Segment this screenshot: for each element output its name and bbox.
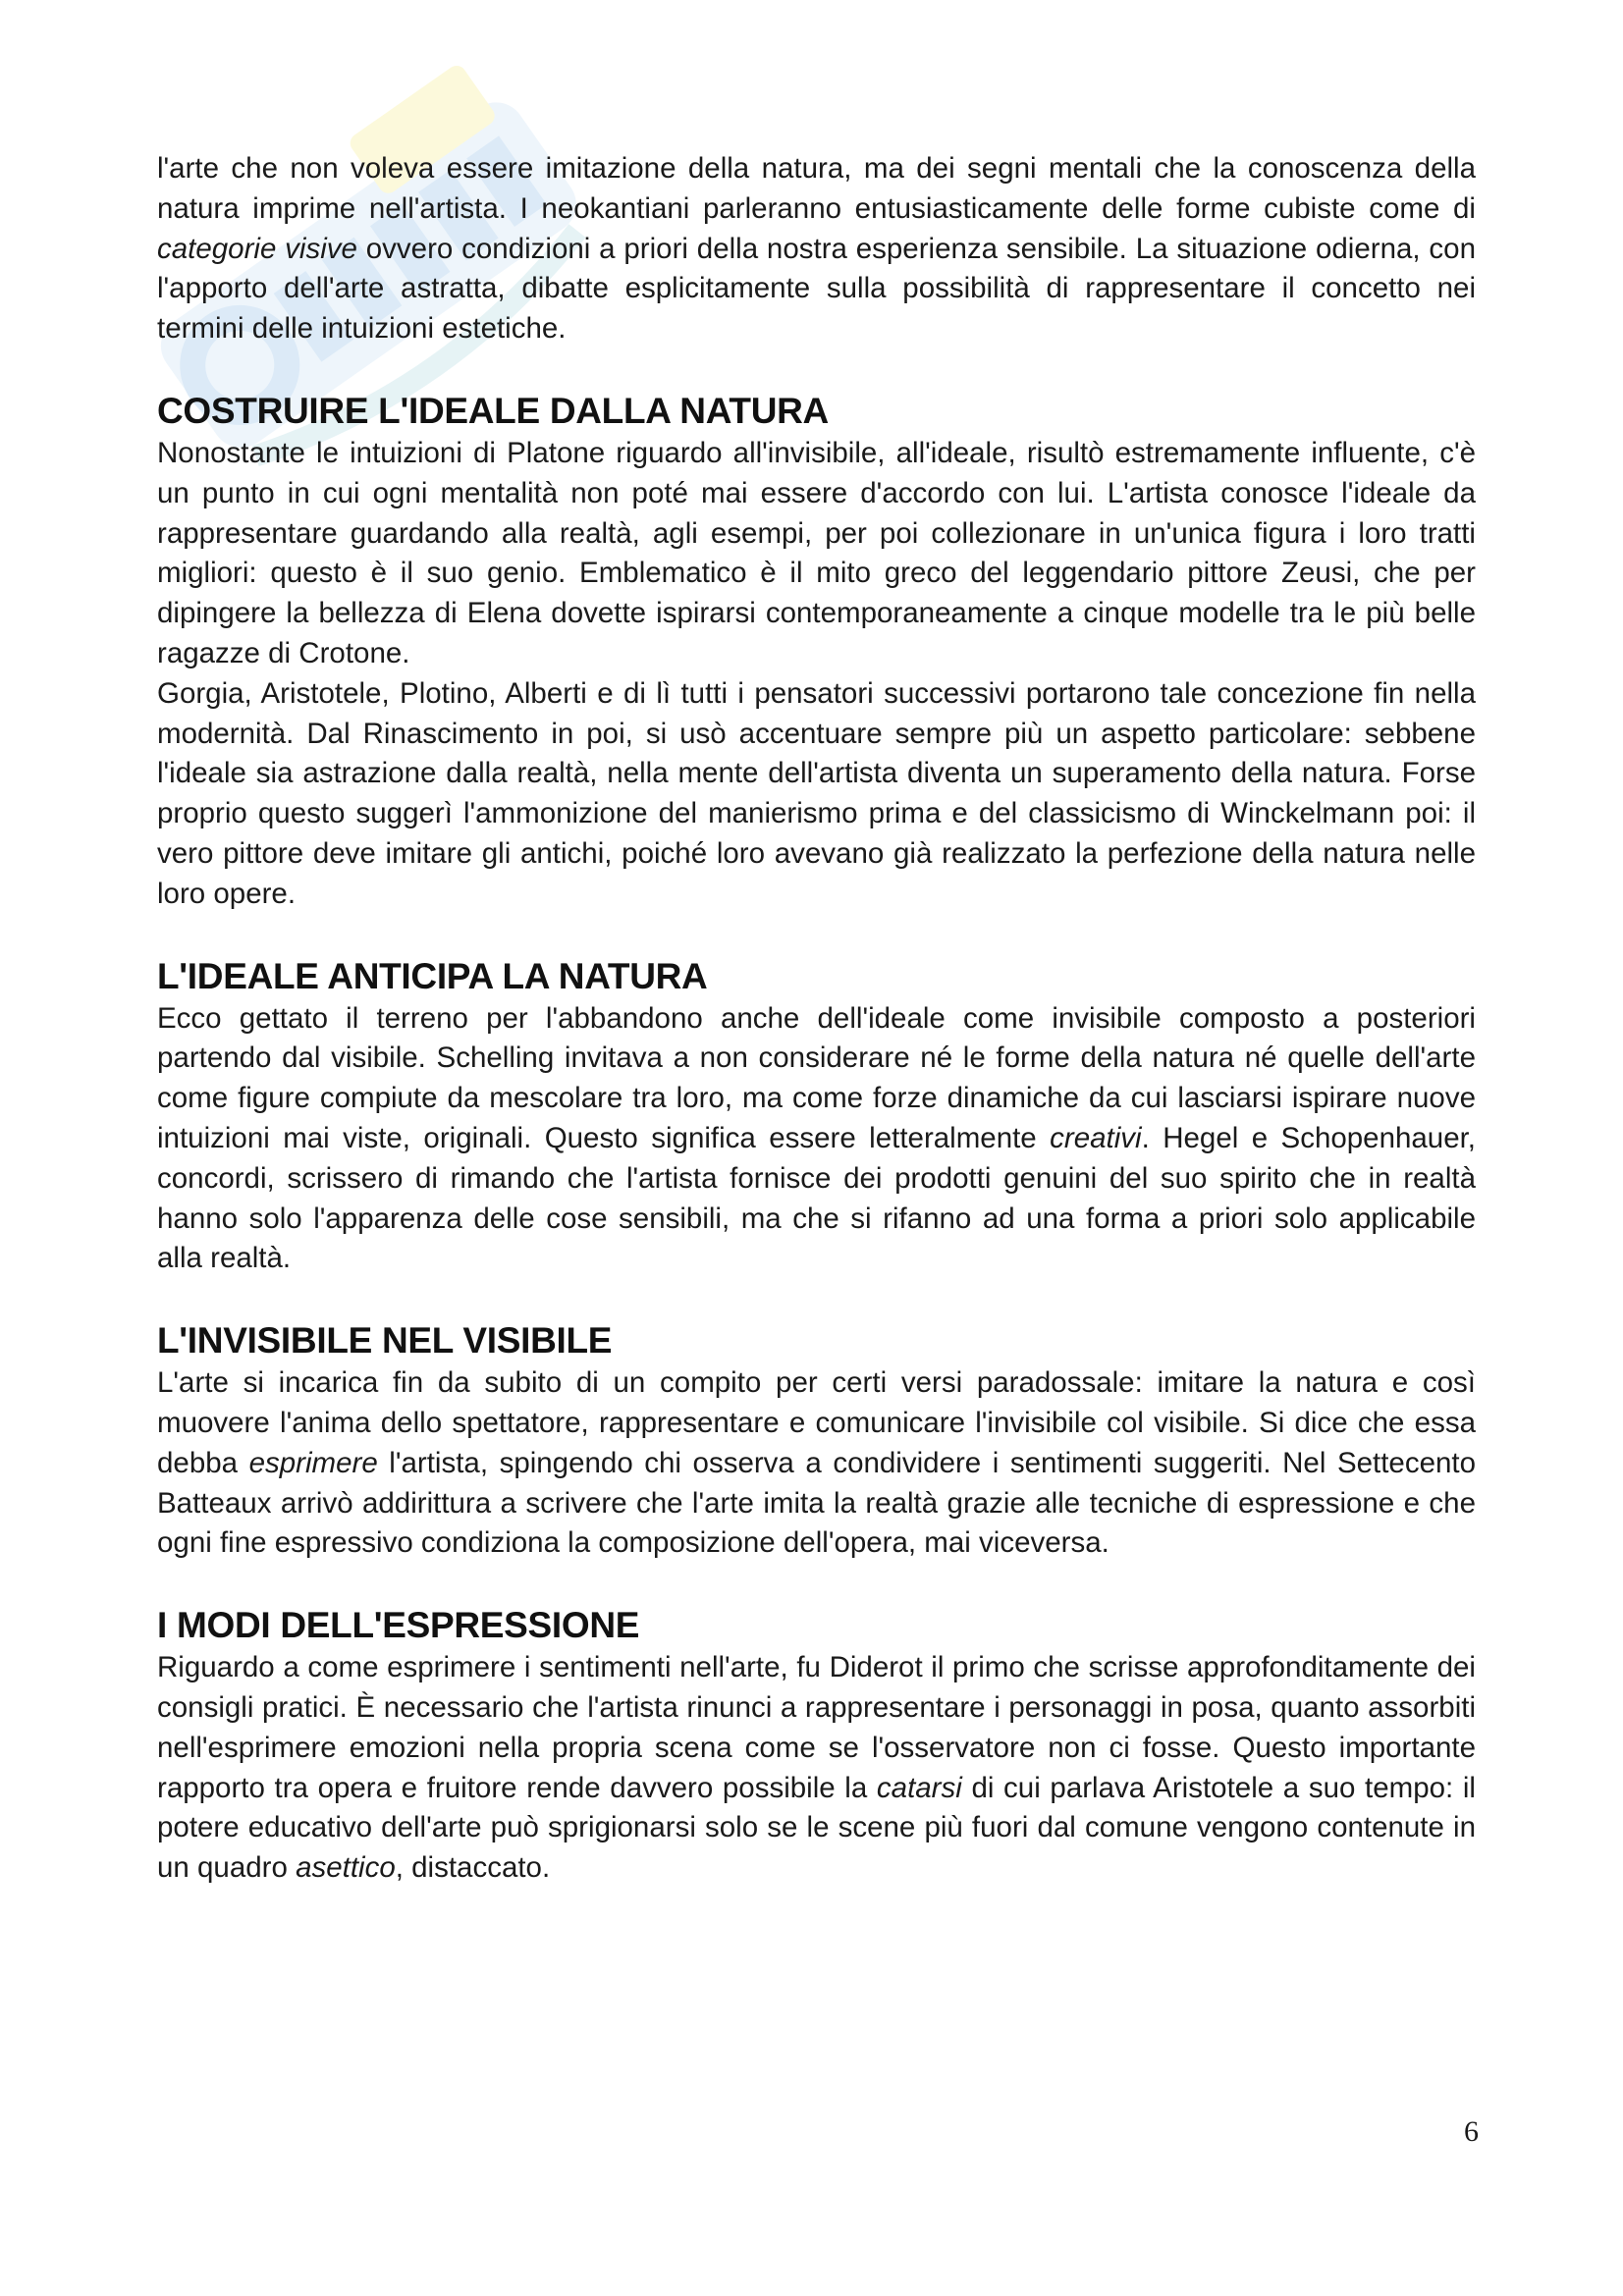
text-run: . Hegel e Schopenhauer, concordi, scrissero di rimando che l'artista fornisce dei prodotti genuini del suo spirito che in realtà hanno solo l'apparenza delle cose sensibili, ma che si rifanno ad una forma a priori solo applicabile alla realtà. [157, 1121, 1476, 1275]
text-run: Ecco gettato il terreno per l'abbandono anche dell'ideale come invisibile composto a posteriori partendo dal visibile. Schelling invitava a non considerare né le forme della natura né quelle dell'arte come figure compiute da mescolare tra loro, ma come forze dinamiche da cui lasciarsi ispirare nuove intuizioni mai viste, originali. Questo significa essere letteralmente [157, 1001, 1476, 1154]
section-heading: I MODI DELL'ESPRESSIONE [157, 1605, 640, 1646]
text-run: , distaccato. [395, 1851, 551, 1885]
text-run: Riguardo a come esprimere i sentimenti nell'arte, fu Diderot il primo che scrisse approfonditamente dei consigli pratici. È necessario che l'artista rinunci a rappresentare i personaggi in posa, quanto assorbiti nell'esprimere emozioni nella propria scena come se l'osservatore non ci fosse. Questo importante rapporto tra opera e fruitore rende davvero possibile la [157, 1651, 1476, 1804]
section-paragraph [157, 434, 1476, 674]
document-body [157, 149, 1476, 1889]
section-heading: L'INVISIBILE NEL VISIBILE [157, 1320, 613, 1362]
section-paragraph [157, 999, 1476, 1280]
text-run: l'arte che non voleva essere imitazione della natura, ma dei segni mentali che la conoscenza della natura imprime nell'artista. I neokantiani parleranno entusiasticamente delle forme cubiste come di [157, 152, 1476, 225]
section-paragraph [157, 1648, 1476, 1889]
text-run: L'arte si incarica fin da subito di un compito per certi versi paradossale: imitare la natura e così muovere l'anima dello spettatore, rappresentare e comunicare l'invisibile col visibile. Si dice che essa debba [157, 1366, 1476, 1479]
text-run: Gorgia, Aristotele, Plotino, Alberti e di lì tutti i pensatori successivi portarono tale concezione fin nella modernità. Dal Rinascimento in poi, si usò accentuare sempre più un aspetto particolare: sebbene l'ideale sia astrazione dalla realtà, nella mente dell'artista diventa un superamento della natura. Forse proprio questo suggerì l'ammonizione del manierismo prima e del classicismo di Winckelmann poi: il vero pittore deve imitare gli antichi, poiché loro avevano già realizzato la perfezione della natura nelle loro opere. [157, 676, 1476, 910]
section-heading: COSTRUIRE L'IDEALE DALLA NATURA [157, 390, 829, 431]
text-run: ovvero condizioni a priori della nostra esperienza sensibile. La situazione odierna, con l'apporto dell'arte astratta, dibatte esplicitamente sulla possibilità di rappresentare il concetto nei termini delle intuizioni estetiche. [157, 232, 1476, 346]
text-run: l'artista, spingendo chi osserva a condividere i sentimenti suggeriti. Nel Settecento Batteaux arrivò addirittura a scrivere che l'arte imita la realtà grazie alle tecniche di espressione e che ogni fine espressivo condiziona la composizione dell'opera, mai viceversa. [157, 1446, 1476, 1560]
italic-term: asettico [296, 1851, 396, 1885]
italic-term: esprimere [248, 1446, 378, 1479]
page-number: 6 [1464, 2115, 1479, 2148]
intro-paragraph [157, 149, 1476, 349]
text-run: Nonostante le intuizioni di Platone riguardo all'invisibile, all'ideale, risultò estremamente influente, c'è un punto in cui ogni mentalità non poté mai essere d'accordo con lui. L'artista conosce l'ideale da rappresentare guardando alla realtà, agli esempi, per poi collezionare in un'unica figura i loro tratti migliori: questo è il suo genio. Emblematico è il mito greco del leggendario pittore Zeusi, che per dipingere la bellezza di Elena dovette ispirarsi contemporaneamente a cinque modelle tra le più belle ragazze di Crotone. [157, 436, 1476, 669]
section-paragraph [157, 674, 1476, 915]
italic-term: categorie visive [157, 232, 357, 265]
section-heading: L'IDEALE ANTICIPA LA NATURA [157, 955, 708, 996]
italic-term: catarsi [876, 1771, 962, 1804]
section-paragraph [157, 1363, 1476, 1564]
text-run: di cui parlava Aristotele a suo tempo: il potere educativo dell'arte può sprigionarsi solo se le scene più fuori dal comune vengono contenute in un quadro [157, 1771, 1476, 1885]
italic-term: creativi [1050, 1121, 1142, 1154]
